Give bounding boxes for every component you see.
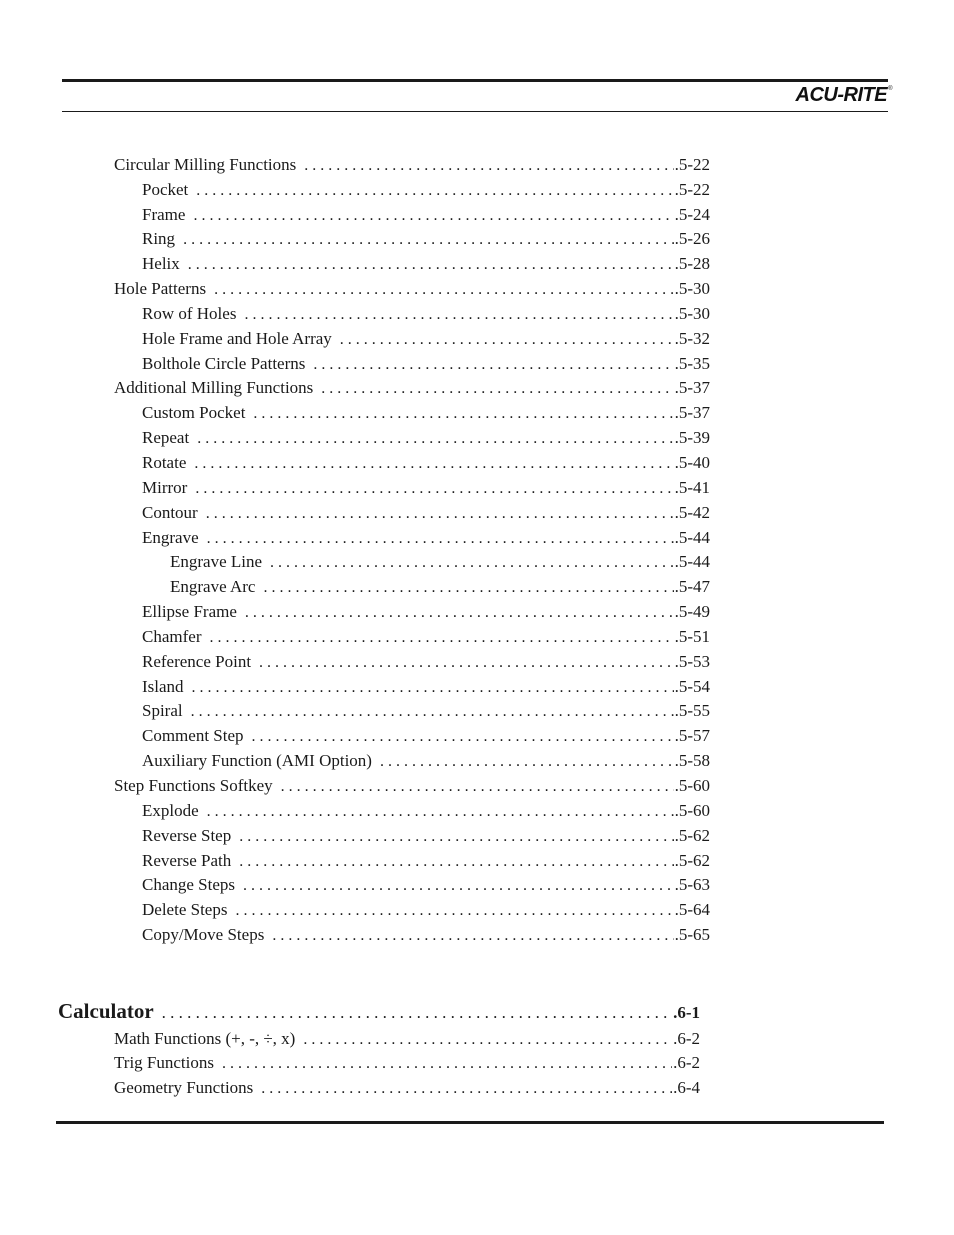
- leader-dots: [188, 255, 674, 275]
- leader-dots: [239, 827, 673, 847]
- toc-entry-page: .5-62: [674, 851, 710, 870]
- leader-dots: [270, 553, 674, 573]
- toc-entry[interactable]: [142, 254, 710, 275]
- toc-entry-page: .5-65: [674, 925, 710, 944]
- toc-entry-page: .5-37: [674, 378, 710, 397]
- leader-dots: [207, 802, 674, 822]
- toc-entry-page: .5-51: [674, 627, 710, 646]
- toc-entry-page: .5-30: [674, 279, 710, 298]
- toc-entry-title: Chamfer: [142, 627, 209, 647]
- leader-dots: [192, 678, 674, 698]
- toc-entry-title: Copy/Move Steps: [142, 925, 272, 945]
- toc-entry-title: Reference Point: [142, 652, 259, 672]
- toc-entry-title: Circular Milling Functions: [114, 155, 304, 175]
- leader-dots: [191, 702, 674, 722]
- toc-entry-page: .5-39: [674, 428, 710, 447]
- toc-entry-page: .5-41: [674, 478, 710, 497]
- leader-dots: [197, 429, 673, 449]
- toc-entry[interactable]: [142, 627, 710, 648]
- toc-chapter-title: Calculator: [58, 999, 162, 1023]
- toc-entry-title: Custom Pocket: [142, 403, 253, 423]
- toc-entry[interactable]: [142, 826, 710, 847]
- toc-entry-page: .5-64: [674, 900, 710, 919]
- toc-entry-title: Engrave Arc: [170, 577, 263, 597]
- leader-dots: [244, 305, 673, 325]
- toc-entry-title: Explode: [142, 801, 207, 821]
- toc-entry-page: .5-42: [674, 503, 710, 522]
- toc-entry-page: .5-37: [674, 403, 710, 422]
- toc-entry[interactable]: [114, 1053, 700, 1074]
- leader-dots: [243, 876, 674, 896]
- toc-entry[interactable]: [142, 925, 710, 946]
- toc-entry-title: Hole Patterns: [114, 279, 214, 299]
- toc-entry[interactable]: [114, 378, 710, 399]
- toc-entry-title: Hole Frame and Hole Array: [142, 329, 340, 349]
- leader-dots: [209, 628, 673, 648]
- registered-mark: ®: [888, 86, 892, 92]
- toc-entry[interactable]: [142, 329, 710, 350]
- toc-entry-page: .6-2: [673, 1029, 700, 1048]
- toc-entry[interactable]: [170, 552, 710, 573]
- toc-entry[interactable]: [142, 180, 710, 201]
- leader-dots: [162, 1001, 672, 1025]
- leader-dots: [380, 752, 674, 772]
- leader-dots: [222, 1054, 672, 1074]
- leader-dots: [304, 156, 673, 176]
- toc-entry[interactable]: [114, 155, 710, 176]
- toc-entry[interactable]: [170, 577, 710, 598]
- toc-entry-title: Pocket: [142, 180, 196, 200]
- toc-chapter-entry[interactable]: [58, 999, 700, 1025]
- toc-entry-title: Helix: [142, 254, 188, 274]
- leader-dots: [183, 230, 674, 250]
- toc-entry-page: .5-63: [674, 875, 710, 894]
- toc-entry-page: .5-44: [674, 528, 710, 547]
- toc-entry-page: .5-44: [674, 552, 710, 571]
- toc-entry[interactable]: [142, 229, 710, 250]
- toc-entry[interactable]: [142, 478, 710, 499]
- toc-entry[interactable]: [142, 875, 710, 896]
- toc-entry-page: .5-60: [674, 776, 710, 795]
- toc-entry-page: .5-40: [674, 453, 710, 472]
- toc-entry[interactable]: [142, 652, 710, 673]
- toc-entry-title: Island: [142, 677, 192, 697]
- leader-dots: [206, 504, 674, 524]
- toc-entry-page: .5-55: [674, 701, 710, 720]
- toc-entry-title: Ellipse Frame: [142, 602, 245, 622]
- toc-entry-title: Reverse Step: [142, 826, 239, 846]
- leader-dots: [303, 1030, 672, 1050]
- toc-entry-page: .5-60: [674, 801, 710, 820]
- toc-entry-title: Bolthole Circle Patterns: [142, 354, 313, 374]
- toc-entry[interactable]: [142, 453, 710, 474]
- toc-chapter-page: .6-1: [673, 1003, 700, 1022]
- toc-entry[interactable]: [142, 677, 710, 698]
- toc-entry-title: Engrave: [142, 528, 207, 548]
- toc-entry-page: .5-47: [674, 577, 710, 596]
- leader-dots: [252, 727, 674, 747]
- toc-entry[interactable]: [114, 776, 710, 797]
- toc-entry[interactable]: [142, 354, 710, 375]
- header-rule-thin: [62, 111, 888, 112]
- toc-entry[interactable]: [142, 602, 710, 623]
- leader-dots: [313, 355, 673, 375]
- toc-entry[interactable]: [142, 851, 710, 872]
- toc-entry-title: Delete Steps: [142, 900, 235, 920]
- toc-entry-title: Spiral: [142, 701, 191, 721]
- toc-entry-page: .5-35: [674, 354, 710, 373]
- toc-entry-page: .5-62: [674, 826, 710, 845]
- toc-entry-page: .6-2: [673, 1053, 700, 1072]
- toc-entry-title: Step Functions Softkey: [114, 776, 281, 796]
- toc-entry[interactable]: [142, 205, 710, 226]
- toc-entry[interactable]: [142, 503, 710, 524]
- toc-entry-page: .5-28: [674, 254, 710, 273]
- toc-entry[interactable]: [114, 1029, 700, 1050]
- toc-entry-title: Auxiliary Function (AMI Option): [142, 751, 380, 771]
- leader-dots: [253, 404, 673, 424]
- leader-dots: [321, 379, 673, 399]
- toc-entry-title: Geometry Functions: [114, 1078, 261, 1098]
- toc-entry-page: .5-58: [674, 751, 710, 770]
- toc-entry-title: Math Functions (+, -, ÷, x): [114, 1029, 303, 1049]
- toc-entry[interactable]: [142, 528, 710, 549]
- toc-entry-page: .5-24: [674, 205, 710, 224]
- leader-dots: [281, 777, 674, 797]
- toc-entry-title: Mirror: [142, 478, 195, 498]
- toc-entry-title: Row of Holes: [142, 304, 244, 324]
- leader-dots: [207, 529, 674, 549]
- toc-entry-page: .5-30: [674, 304, 710, 323]
- toc-entry[interactable]: [142, 900, 710, 921]
- toc-entry-title: Additional Milling Functions: [114, 378, 321, 398]
- logo-text: ACU-RITE: [795, 84, 888, 106]
- acu-rite-logo: [796, 84, 892, 107]
- toc-entry-title: Comment Step: [142, 726, 252, 746]
- toc-entry[interactable]: [142, 403, 710, 424]
- toc-entry[interactable]: [142, 304, 710, 325]
- toc-entry[interactable]: [142, 701, 710, 722]
- leader-dots: [263, 578, 673, 598]
- toc-entry-title: Contour: [142, 503, 206, 523]
- toc-entry-page: .5-22: [674, 155, 710, 174]
- toc-entry[interactable]: [142, 801, 710, 822]
- leader-dots: [193, 206, 673, 226]
- toc-entry[interactable]: [114, 279, 710, 300]
- leader-dots: [214, 280, 674, 300]
- toc-entry-page: .5-26: [674, 229, 710, 248]
- leader-dots: [195, 479, 673, 499]
- toc-entry-page: .5-53: [674, 652, 710, 671]
- toc-entry[interactable]: [142, 428, 710, 449]
- footer-rule: [56, 1121, 884, 1124]
- toc-entry-title: Rotate: [142, 453, 194, 473]
- leader-dots: [235, 901, 673, 921]
- leader-dots: [259, 653, 674, 673]
- toc-entry-title: Frame: [142, 205, 193, 225]
- header-rule-thick: [62, 79, 888, 82]
- toc-entry-page: .6-4: [673, 1078, 700, 1097]
- leader-dots: [196, 181, 673, 201]
- toc-entry-page: .5-22: [674, 180, 710, 199]
- toc-entry-page: .5-54: [674, 677, 710, 696]
- leader-dots: [245, 603, 674, 623]
- toc-entry-page: .5-57: [674, 726, 710, 745]
- toc-entry-title: Engrave Line: [170, 552, 270, 572]
- toc-entry-title: Trig Functions: [114, 1053, 222, 1073]
- toc-entry-title: Ring: [142, 229, 183, 249]
- leader-dots: [340, 330, 674, 350]
- leader-dots: [239, 852, 673, 872]
- toc-entry[interactable]: [142, 726, 710, 747]
- leader-dots: [194, 454, 673, 474]
- toc-entry-page: .5-32: [674, 329, 710, 348]
- toc-entry-title: Reverse Path: [142, 851, 239, 871]
- toc-entry-title: Change Steps: [142, 875, 243, 895]
- toc-entry-page: .5-49: [674, 602, 710, 621]
- toc-entry-title: Repeat: [142, 428, 197, 448]
- leader-dots: [272, 926, 673, 946]
- toc-entry[interactable]: [114, 1078, 700, 1099]
- toc-entry[interactable]: [142, 751, 710, 772]
- leader-dots: [261, 1079, 672, 1099]
